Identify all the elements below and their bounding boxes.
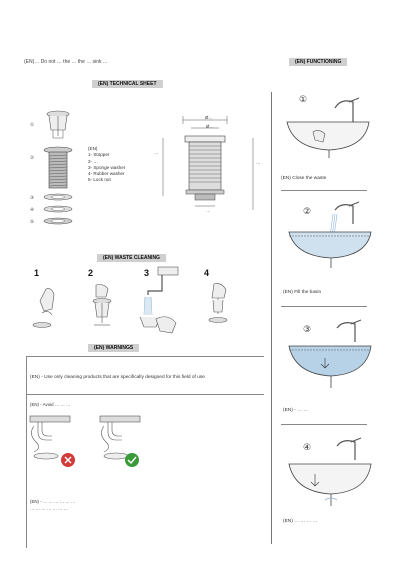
parts-list-item: 5- Lock nut bbox=[88, 177, 111, 183]
parts-list-item: 3- Sponge washer bbox=[88, 164, 126, 170]
parts-list-item: 4- Rubber washer bbox=[88, 171, 125, 177]
column-divider bbox=[271, 92, 272, 544]
parts-list-item: 2- … bbox=[88, 158, 98, 164]
warning-line-3b: … … … … … … … bbox=[30, 506, 69, 511]
technical-sheet-header: (EN) TECHNICAL SHEET bbox=[92, 80, 163, 88]
cleaning-step-1: 1 bbox=[34, 268, 40, 278]
parts-list bbox=[88, 146, 125, 184]
functioning-illustration-2 bbox=[285, 200, 375, 272]
cleaning-step-3: 3 bbox=[144, 268, 150, 278]
functioning-illustration-1 bbox=[283, 84, 373, 164]
dim-mid: Ø… bbox=[206, 124, 214, 129]
exploded-parts-drawing bbox=[38, 108, 88, 228]
svg-text:④: ④ bbox=[303, 443, 312, 453]
part-number-4: ④ bbox=[30, 207, 34, 212]
cleaning-wrong-right-illustration bbox=[28, 412, 148, 472]
functioning-divider-3 bbox=[281, 424, 367, 425]
cleaning-illustration-2 bbox=[84, 283, 124, 333]
dim-left: … bbox=[154, 150, 159, 155]
parts-list-heading: (EN) bbox=[88, 146, 98, 151]
warning-line-3a: (EN) - … … … … … … bbox=[30, 499, 76, 504]
part-number-2: ② bbox=[30, 155, 34, 160]
functioning-caption-2: (EN) Fill the basin bbox=[283, 290, 322, 295]
cleaning-step-4: 4 bbox=[204, 268, 210, 278]
parts-list-item: 1- Stopper bbox=[88, 152, 110, 158]
cleaning-step-2: 2 bbox=[88, 268, 94, 278]
functioning-illustration-3 bbox=[285, 318, 375, 394]
waste-cleaning-header: (EN) WASTE CLEANING bbox=[97, 254, 166, 262]
cleaning-illustration-4 bbox=[200, 282, 238, 332]
dim-bottom: … bbox=[206, 208, 211, 213]
svg-text:②: ② bbox=[303, 207, 312, 217]
warnings-divider-top bbox=[26, 356, 264, 357]
cleaning-illustration-1 bbox=[28, 285, 68, 333]
check-icon bbox=[125, 453, 139, 467]
intro-note: (EN)… Do not … the … the … sink … bbox=[24, 59, 108, 65]
warning-line-1: (EN) - Use only cleaning products that are specifically designed for this field of use bbox=[30, 375, 205, 380]
svg-text:③: ③ bbox=[303, 325, 312, 335]
functioning-header: (EN) FUNCTIONING bbox=[289, 58, 347, 66]
part-number-3: ③ bbox=[30, 195, 34, 200]
functioning-illustration-4 bbox=[285, 436, 375, 512]
functioning-caption-4: (EN) … … … … bbox=[283, 519, 318, 524]
warnings-divider-mid bbox=[26, 394, 264, 395]
warnings-header: (EN) WARNINGS bbox=[88, 344, 139, 352]
svg-text:①: ① bbox=[299, 95, 308, 105]
dim-right: … bbox=[256, 160, 261, 165]
functioning-caption-3: (EN) - … … bbox=[283, 408, 309, 413]
functioning-divider-2 bbox=[281, 306, 367, 307]
warning-line-2: (EN) - Avoid … … … bbox=[30, 402, 71, 407]
cleaning-illustration-3 bbox=[136, 265, 188, 337]
warnings-border-left bbox=[26, 356, 27, 548]
part-number-5: ⑤ bbox=[30, 219, 34, 224]
functioning-divider-1 bbox=[281, 190, 367, 191]
functioning-caption-1: (EN) Close the waste bbox=[281, 176, 327, 181]
part-number-1: ① bbox=[30, 122, 34, 127]
dim-top: Ø… bbox=[205, 115, 213, 120]
